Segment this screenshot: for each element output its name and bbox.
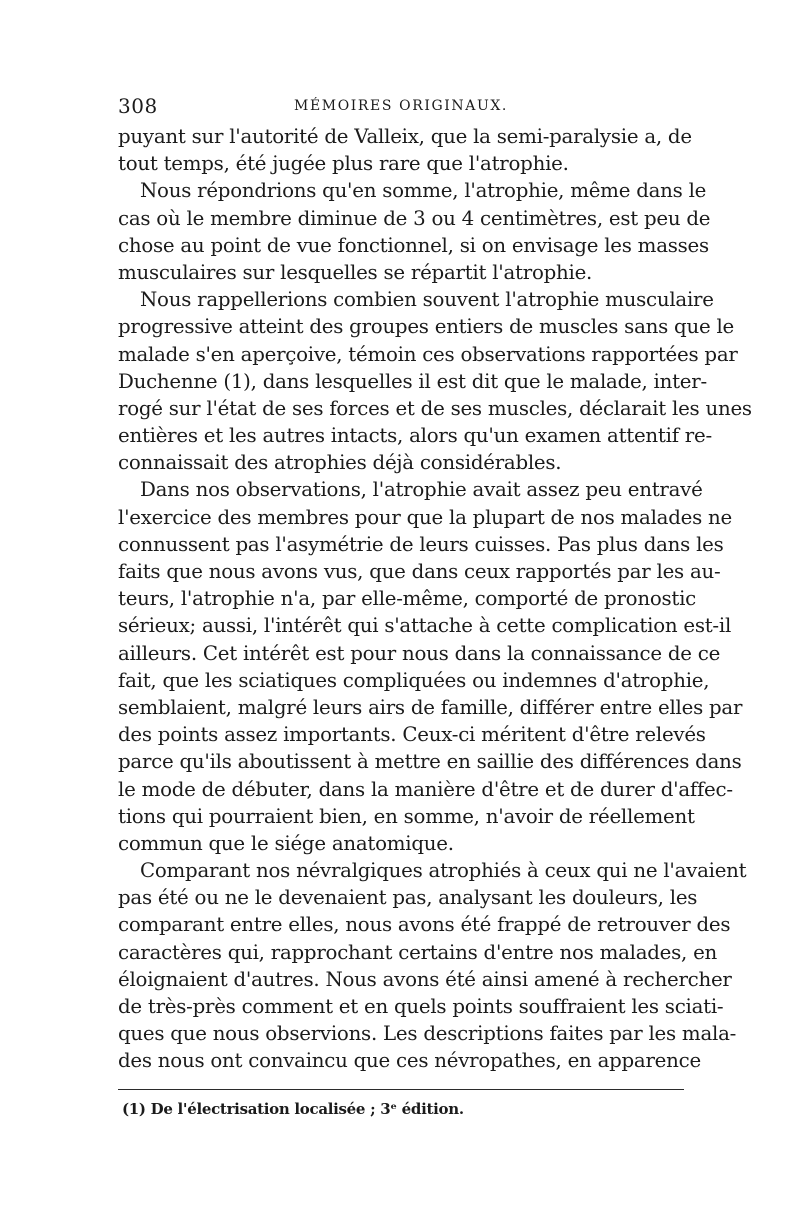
text-line: chose au point de vue fonctionnel, si on envisage les masses — [118, 233, 709, 257]
text-line: des nous ont convaincu que ces névropathes, en apparence — [118, 1049, 701, 1073]
text-line: entières et les autres intacts, alors qu'un examen attentif re- — [118, 424, 712, 448]
text-line: le mode de débuter, dans la manière d'être et de durer d'affec- — [118, 777, 733, 801]
text-line: puyant sur l'autorité de Valleix, que la semi-paralysie a, de — [118, 125, 692, 148]
text-line: Nous rappellerions combien souvent l'atrophie musculaire — [140, 288, 714, 312]
text-line: rogé sur l'état de ses forces et de ses muscles, déclarait les unes — [118, 396, 752, 420]
text-line: commun que le siége anatomique. — [118, 831, 454, 855]
text-line: éloignaient d'autres. Nous avons été ainsi amené à rechercher — [118, 967, 732, 991]
text-line: connaissait des atrophies déjà considérables. — [118, 451, 562, 475]
text-line: Comparant nos névralgiques atrophiés à ceux qui ne l'avaient — [140, 859, 747, 883]
text-line: parce qu'ils aboutissent à mettre en saillie des différences dans — [118, 750, 742, 774]
text-line: ques que nous observions. Les descriptions faites par les mala- — [118, 1022, 737, 1046]
text-line: ailleurs. Cet intérêt est pour nous dans la connaissance de ce — [118, 641, 721, 665]
text-line: semblaient, malgré leurs airs de famille, différer entre elles par — [118, 695, 743, 719]
footnote: (1) De l'électrisation localisée ; 3ᵉ édition. — [122, 1100, 464, 1118]
page-header — [118, 94, 684, 120]
text-line: musculaires sur lesquelles se répartit l'atrophie. — [118, 260, 593, 284]
text-line: pas été ou ne le devenaient pas, analysant les douleurs, les — [118, 886, 698, 910]
text-line: connussent pas l'asymétrie de leurs cuisses. Pas plus dans les — [118, 532, 724, 556]
text-line: des points assez importants. Ceux-ci méritent d'être relevés — [118, 723, 706, 747]
text-line: tions qui pourraient bien, en somme, n'avoir de réellement — [118, 804, 695, 828]
text-line: fait, que les sciatiques compliquées ou indemnes d'atrophie, — [118, 668, 710, 692]
text-line: sérieux; aussi, l'intérêt qui s'attache à cette complication est-il — [118, 614, 732, 638]
text-line: teurs, l'atrophie n'a, par elle-même, comporté de pronostic — [118, 587, 696, 611]
text-line: de très-près comment et en quels points souffraient les sciati- — [118, 995, 724, 1018]
running-head: MÉMOIRES ORIGINAUX. — [294, 98, 508, 114]
text-line: Nous répondrions qu'en somme, l'atrophie, même dans le — [140, 179, 707, 203]
text-line: l'exercice des membres pour que la plupart de nos malades ne — [118, 505, 732, 529]
body-text — [118, 123, 752, 1075]
text-line: faits que nous avons vus, que dans ceux rapportés par les au- — [118, 560, 721, 583]
footnote-divider — [118, 1089, 684, 1090]
text-line: Duchenne (1), dans lesquelles il est dit que le malade, inter- — [118, 369, 707, 393]
text-line: malade s'en aperçoive, témoin ces observations rapportées par — [118, 342, 738, 366]
text-line: progressive atteint des groupes entiers de muscles sans que le — [118, 315, 734, 339]
text-line: Dans nos observations, l'atrophie avait assez peu entravé — [140, 478, 703, 502]
text-line: tout temps, été jugée plus rare que l'atrophie. — [118, 152, 569, 176]
text-line: comparant entre elles, nous avons été frappé de retrouver des — [118, 913, 731, 937]
text-line: caractères qui, rapprochant certains d'entre nos malades, en — [118, 940, 718, 964]
page-number: 308 — [118, 94, 158, 118]
text-line: cas où le membre diminue de 3 ou 4 centimètres, est peu de — [118, 206, 711, 230]
